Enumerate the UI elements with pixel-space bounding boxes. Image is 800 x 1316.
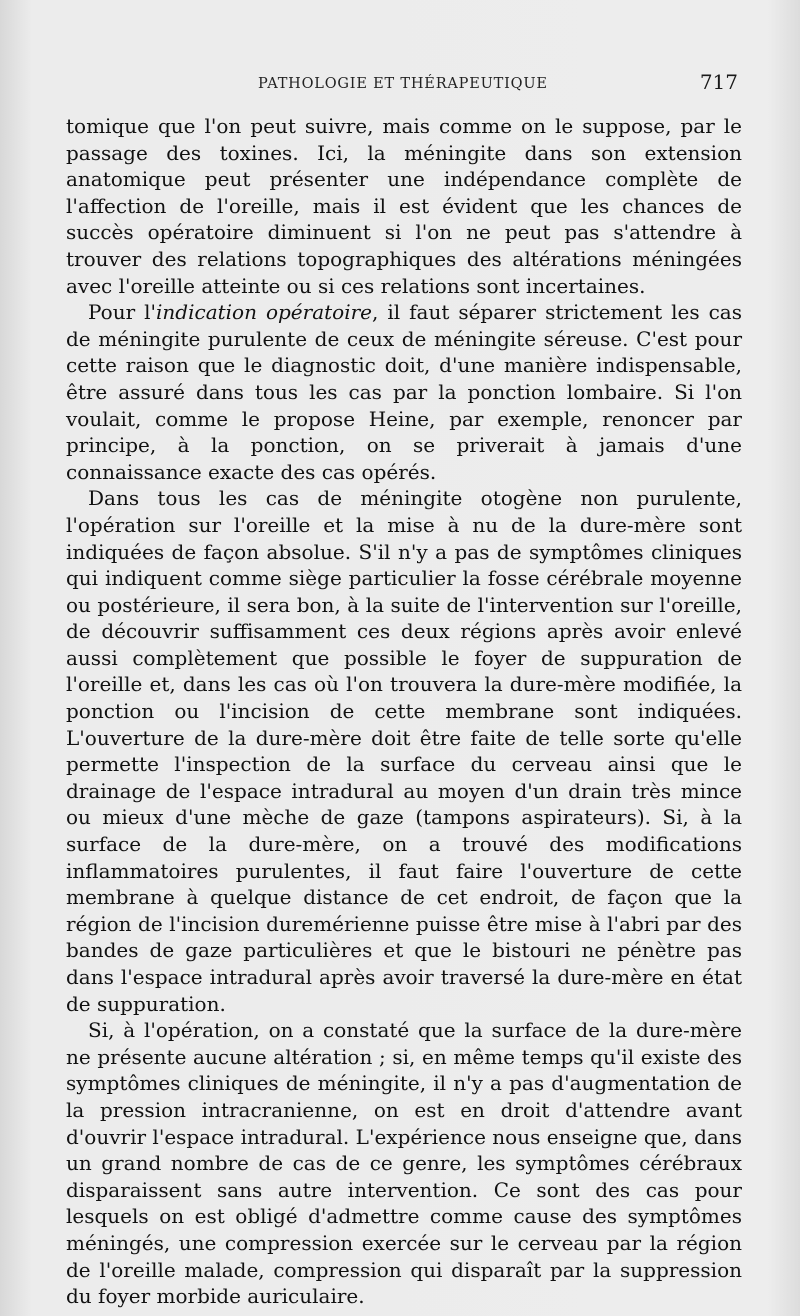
paragraph bbox=[66, 1017, 742, 1310]
paragraph-text: Dans tous les cas de méningite otogène non purulente, l'opération sur l'oreille et la mise à nu de la dure-mère sont indiquées de façon absolue. S'il n'y a pas de symptômes cliniques qui indiquent comme siège particulier la fosse cérébrale moyenne ou postérieure, il sera bon, à la suite de l'intervention sur l'oreille, de découvrir suffisamment ces deux régions après avoir enlevé aussi complètement que possible le foyer de suppuration de l'oreille et, dans les cas où l'on trouvera la dure-mère modifiée, la ponction ou l'incision de cette membrane sont indiquées. L'ouverture de la dure-mère doit être faite de telle sorte qu'elle permette l'inspection de la surface du cerveau ainsi que le drainage de l'espace intradural au moyen d'un drain très mince ou mieux d'une mèche de gaze (tampons aspirateurs). Si, à la surface de la dure-mère, on a trouvé des modifications inflammatoires purulentes, il faut faire l'ouverture de cette membrane à quelque distance de cet endroit, de façon que la région de l'incision duremérienne puisse être mise à l'abri par des bandes de gaze particulières et que le bistouri ne pénètre pas dans l'espace intradural après avoir traversé la dure-mère en état de suppuration. bbox=[66, 486, 742, 1016]
paragraph-text: tomique que l'on peut suivre, mais comme on le suppose, par le passage des toxines. Ici, la méningite dans son extension anatomique peut présenter une indépendance complète de l'affection de l'oreille, mais il est évident que les chances de succès opératoire diminuent si l'on ne peut pas s'attendre à trouver des relations topographiques des altérations méningées avec l'oreille atteinte ou si ces relations sont incertaines. bbox=[66, 114, 742, 298]
paragraph bbox=[66, 299, 742, 485]
paragraph bbox=[66, 485, 742, 1017]
paragraph-lead: Pour l' bbox=[88, 300, 157, 325]
paragraph-text: , il faut séparer strictement les cas de méningite purulente de ceux de méningite séreuse. C'est pour cette raison que le diagnostic doit, d'une manière indispensable, être assuré dans tous les cas par la ponction lombaire. Si l'on voulait, comme le propose Heine, par exemple, renoncer par principe, à la ponction, on se priverait à jamais d'une connaissance exacte des cas opérés. bbox=[66, 300, 742, 484]
page-number: 717 bbox=[699, 70, 738, 94]
paragraph-text: Si, à l'opération, on a constaté que la surface de la dure-mère ne présente aucune altération ; si, en même temps qu'il existe des symptômes cliniques de méningite, il n'y a pas d'augmentation de la pression intracranienne, on est en droit d'attendre avant d'ouvrir l'espace intradural. L'expérience nous enseigne que, dans un grand nombre de cas de ce genre, les symptômes cérébraux disparaissent sans autre intervention. Ce sont des cas pour lesquels on est obligé d'admettre comme cause des symptômes méningés, une compression exercée sur le cerveau par la région de l'oreille malade, compression qui disparaît par la suppression du foyer morbide auriculaire. bbox=[66, 1018, 742, 1309]
running-title: PATHOLOGIE ET THÉRAPEUTIQUE bbox=[258, 76, 548, 92]
page-header bbox=[66, 70, 742, 100]
body-text bbox=[66, 113, 742, 1310]
paragraph bbox=[66, 113, 742, 299]
paragraph-emphasis: indication opératoire bbox=[156, 300, 372, 325]
